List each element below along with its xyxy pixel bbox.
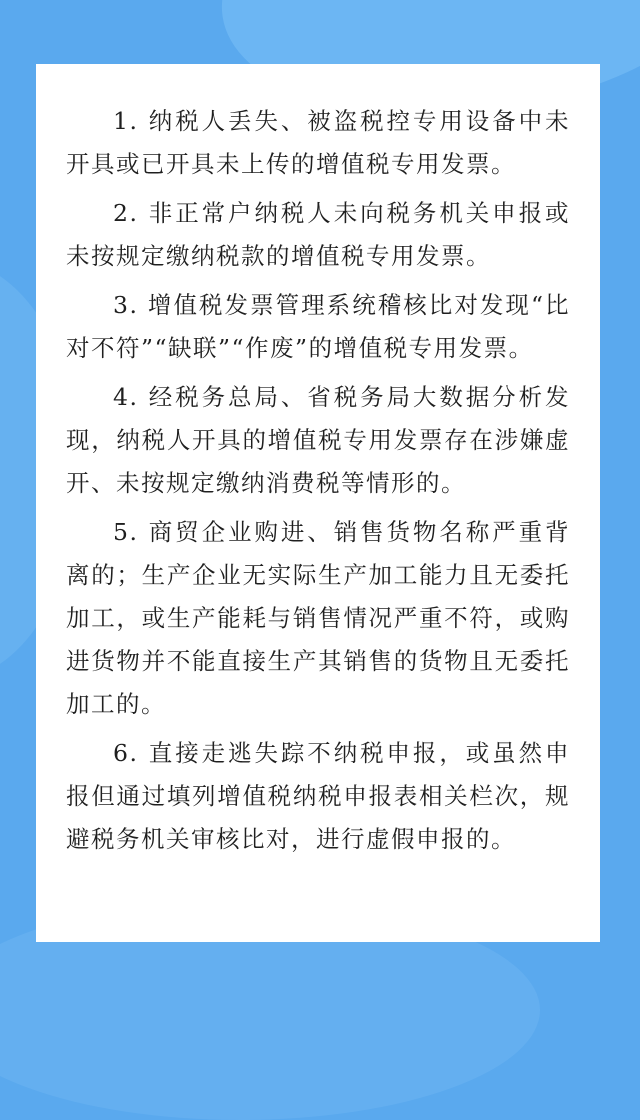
paragraph-2: 2. 非正常户纳税人未向税务机关申报或未按规定缴纳税款的增值税专用发票。	[66, 199, 570, 270]
paragraph-3: 3. 增值税发票管理系统稽核比对发现“比对不符”“缺联”“作废”的增值税专用发票。	[66, 291, 570, 362]
paragraph-1: 1. 纳税人丢失、被盗税控专用设备中未开具或已开具未上传的增值税专用发票。	[66, 107, 570, 178]
paragraph-5: 5. 商贸企业购进、销售货物名称严重背离的；生产企业无实际生产加工能力且无委托加工，或生产能耗与销售情况严重不符，或购进货物并不能直接生产其销售的货物且无委托加工的。	[66, 518, 570, 718]
paragraph-6: 6. 直接走逃失踪不纳税申报，或虽然申报但通过填列增值税纳税申报表相关栏次，规避税务机关审核比对，进行虚假申报的。	[66, 739, 570, 853]
content-card	[36, 64, 600, 942]
paragraph-4: 4. 经税务总局、省税务局大数据分析发现，纳税人开具的增值税专用发票存在涉嫌虚开、未按规定缴纳消费税等情形的。	[66, 383, 570, 497]
